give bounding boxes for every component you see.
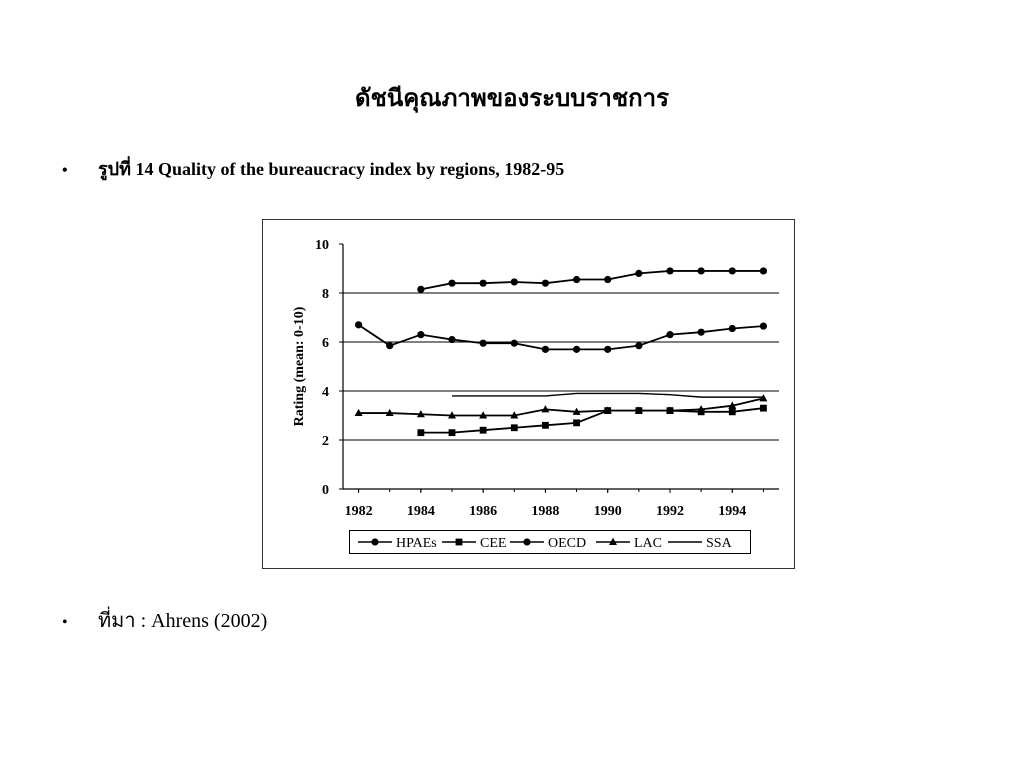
x-tick-label: 1986 [469, 504, 498, 519]
series-line-ssa [452, 393, 763, 397]
data-point-cee [542, 422, 549, 429]
legend-label-lac: LAC [634, 536, 662, 551]
data-point-oecd [604, 346, 611, 353]
data-point-hpaes [760, 267, 767, 274]
legend-marker-oecd [523, 538, 530, 545]
y-tick-label: 10 [315, 238, 329, 253]
x-tick-label: 1992 [656, 504, 684, 519]
legend-label-hpaes: HPAEs [396, 536, 437, 551]
data-point-hpaes [635, 270, 642, 277]
data-point-hpaes [729, 267, 736, 274]
data-point-cee [729, 408, 736, 415]
y-tick-label: 0 [322, 483, 329, 498]
legend-svg [350, 531, 750, 553]
bullet-dot: • [62, 162, 68, 179]
data-point-cee [760, 405, 767, 412]
data-point-cee [573, 419, 580, 426]
source-bullet [62, 604, 267, 636]
data-point-oecd [635, 342, 642, 349]
data-point-cee [449, 429, 456, 436]
data-point-hpaes [666, 267, 673, 274]
legend-label-oecd: OECD [548, 536, 587, 551]
figure-caption-bullet [62, 154, 564, 183]
data-point-cee [511, 424, 518, 431]
x-tick-label: 1994 [718, 504, 747, 519]
x-tick-label: 1982 [344, 504, 373, 519]
data-point-oecd [666, 331, 673, 338]
y-axis-label: Rating (mean: 0-10) [292, 306, 307, 427]
data-point-oecd [542, 346, 549, 353]
data-point-oecd [448, 336, 455, 343]
x-tick-label: 1984 [406, 504, 435, 519]
data-point-oecd [355, 321, 362, 328]
data-point-oecd [480, 340, 487, 347]
y-tick-label: 2 [322, 434, 329, 449]
series-line-hpaes [421, 271, 764, 289]
data-point-oecd [760, 322, 767, 329]
data-point-oecd [573, 346, 580, 353]
data-point-hpaes [542, 280, 549, 287]
data-point-hpaes [417, 286, 424, 293]
y-tick-label: 4 [322, 385, 329, 400]
data-point-oecd [386, 342, 393, 349]
legend-marker-hpaes [371, 538, 378, 545]
data-point-oecd [511, 340, 518, 347]
x-tick-label: 1990 [593, 504, 622, 519]
chart-legend [349, 530, 751, 554]
legend-label-cee: CEE [480, 536, 507, 551]
y-tick-label: 6 [322, 336, 329, 351]
bullet-dot: • [62, 614, 68, 631]
legend-marker-cee [456, 539, 463, 546]
data-point-cee [480, 427, 487, 434]
data-point-hpaes [573, 276, 580, 283]
data-point-oecd [729, 325, 736, 332]
figure-caption: รูปที่ 14 Quality of the bureaucracy index by regions, 1982-95 [98, 159, 565, 179]
chart-frame [262, 219, 795, 569]
data-point-hpaes [480, 280, 487, 287]
data-point-cee [417, 429, 424, 436]
data-point-hpaes [604, 276, 611, 283]
source-text: ที่มา : Ahrens (2002) [98, 610, 268, 632]
y-tick-label: 8 [322, 287, 329, 302]
data-point-hpaes [448, 280, 455, 287]
data-point-oecd [698, 329, 705, 336]
data-point-hpaes [698, 267, 705, 274]
x-tick-label: 1988 [531, 504, 560, 519]
slide-title: ดัชนีคุณภาพของระบบราชการ [354, 86, 670, 112]
data-point-hpaes [511, 278, 518, 285]
legend-label-ssa: SSA [706, 536, 732, 551]
data-point-oecd [417, 331, 424, 338]
line-chart [263, 220, 794, 568]
